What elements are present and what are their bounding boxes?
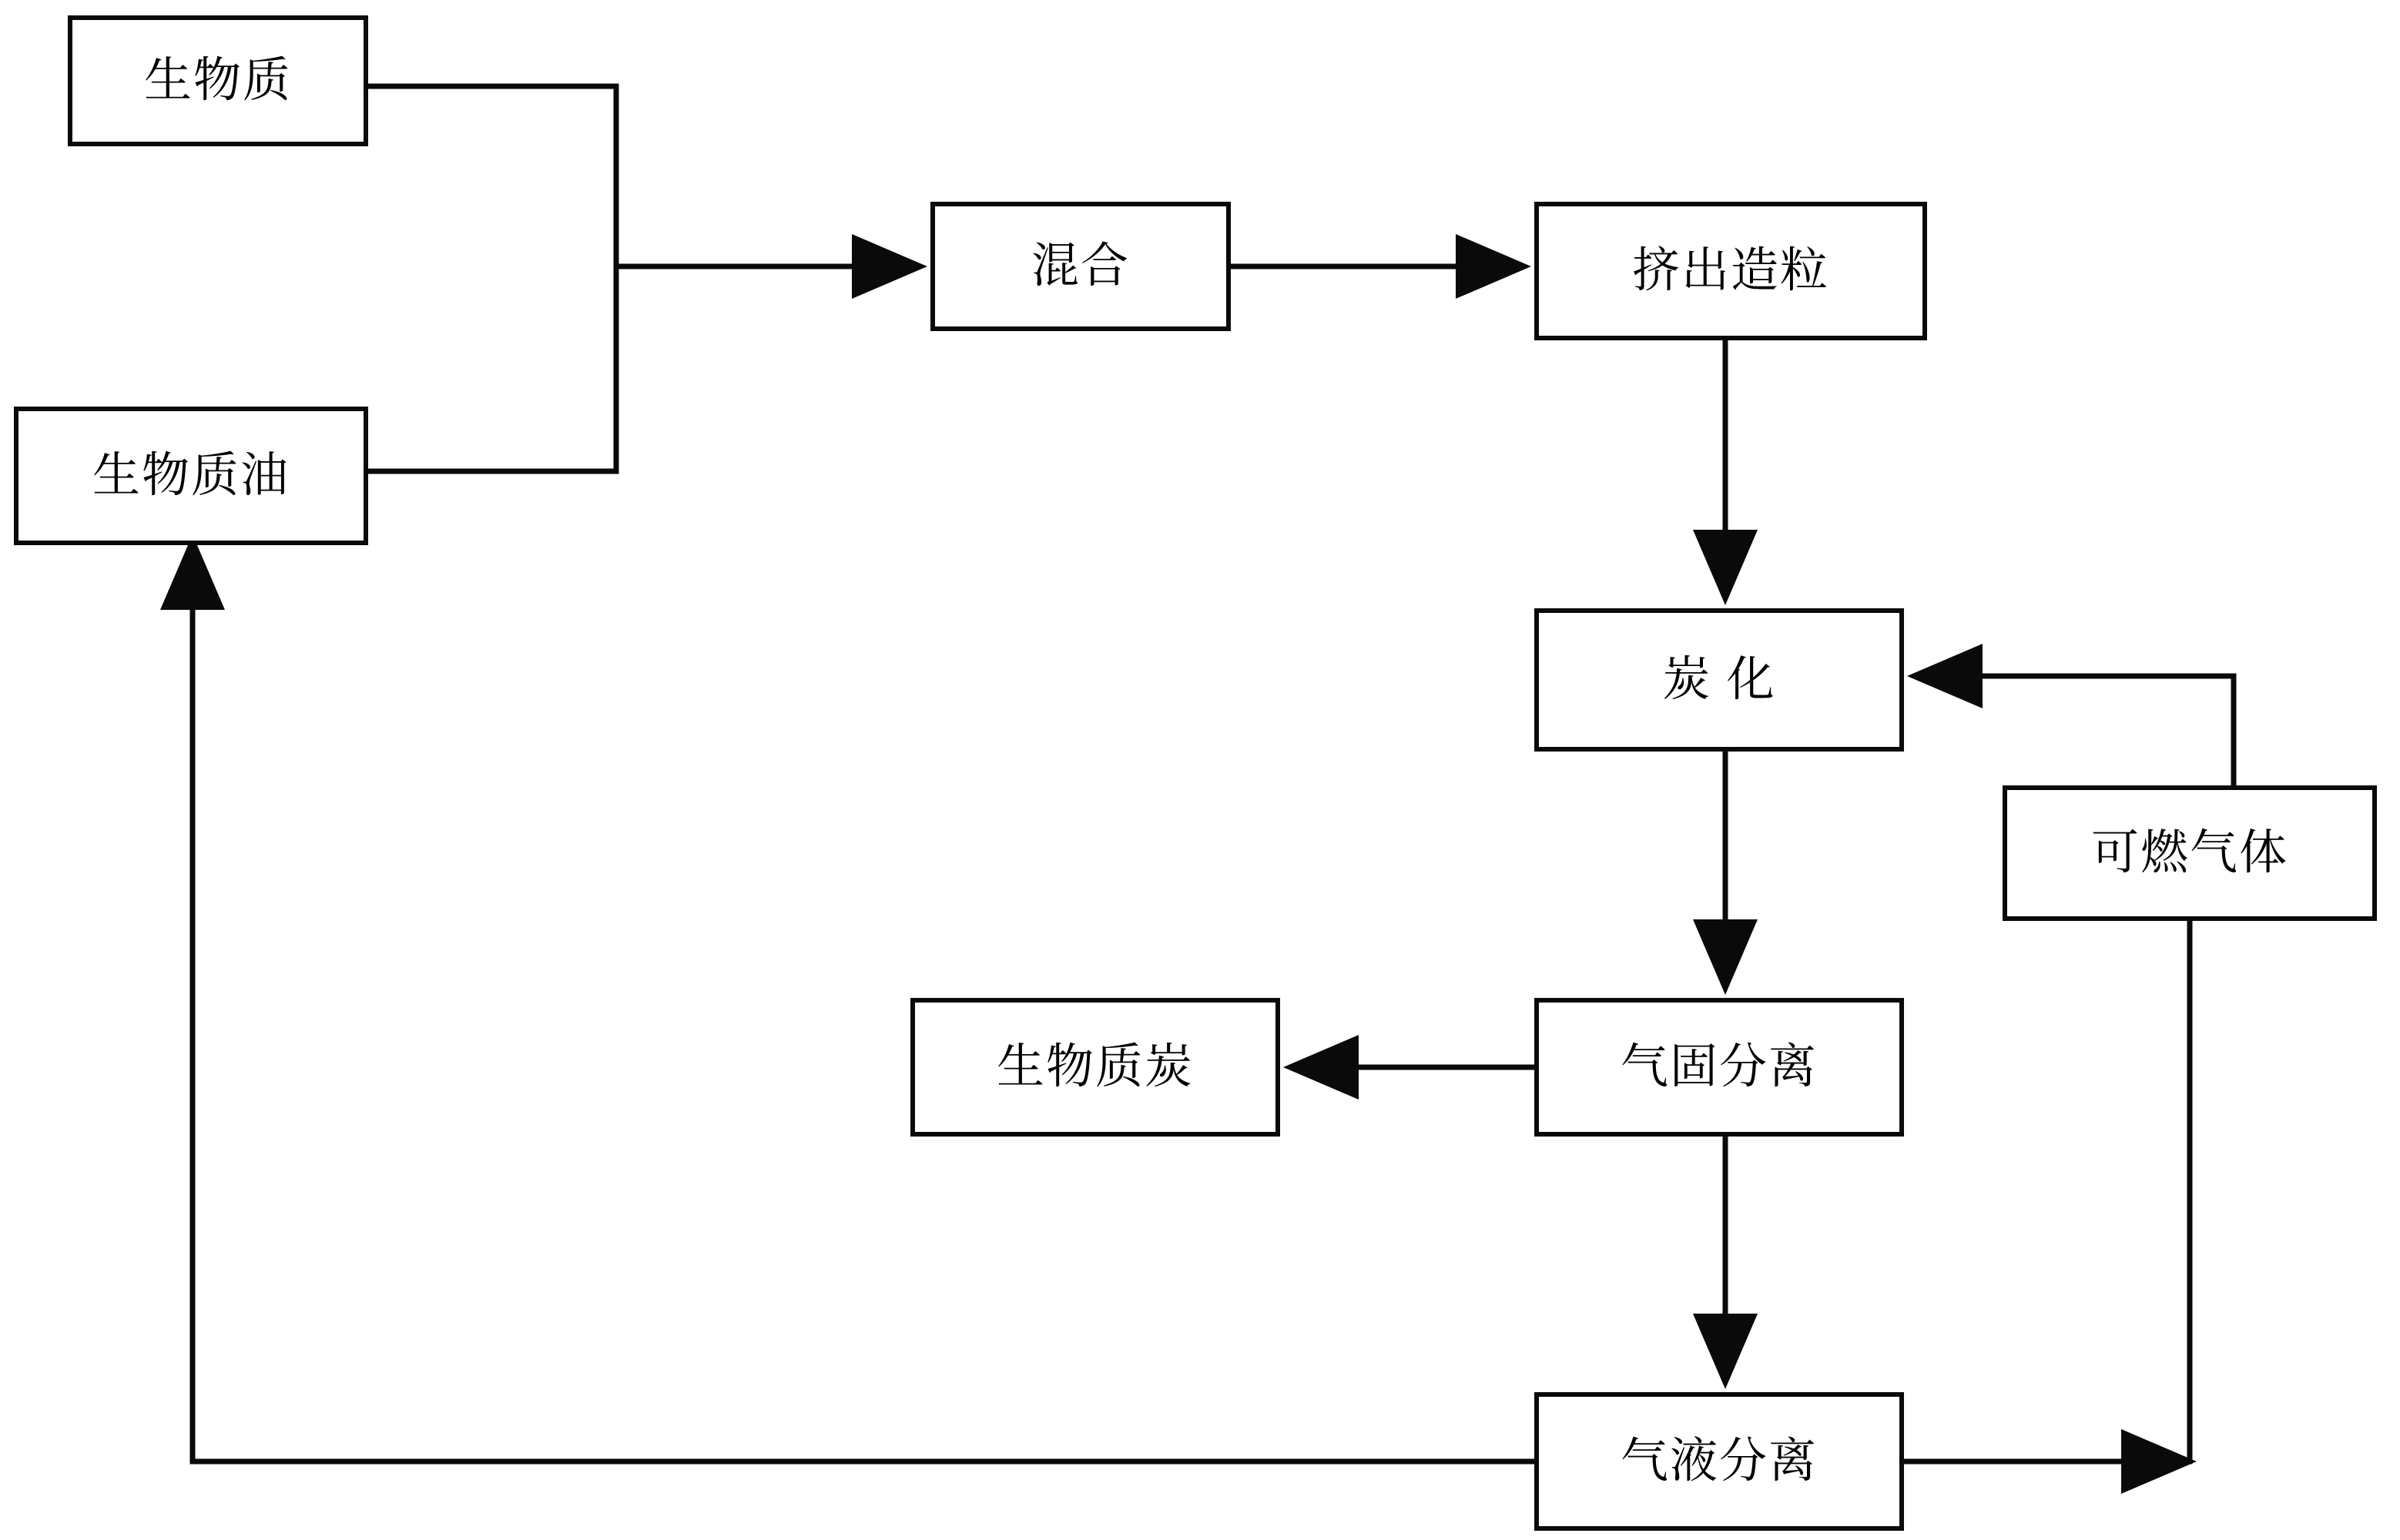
node-mixing[interactable] [930, 202, 1231, 331]
node-biomass-oil[interactable] [14, 407, 368, 545]
edge-gasliquid-to-combustiblegas [1904, 921, 2190, 1461]
node-biochar[interactable] [910, 998, 1280, 1137]
node-extrusion-granulation-label: 挤出造粒 [1631, 244, 1829, 297]
node-mixing-label: 混合 [1031, 239, 1130, 293]
node-gas-liquid-separation[interactable] [1534, 1392, 1904, 1531]
node-biochar-label: 生物质炭 [996, 1040, 1194, 1093]
node-gas-solid-separation-label: 气固分离 [1620, 1040, 1818, 1093]
edge-combustiblegas-to-carbonization [1918, 676, 2234, 785]
node-extrusion-granulation[interactable] [1534, 202, 1927, 340]
node-biomass[interactable] [68, 15, 368, 146]
edge-biomassoil-to-mixing [368, 266, 616, 471]
node-biomass-oil-label: 生物质油 [92, 449, 290, 502]
node-carbonization[interactable] [1534, 608, 1904, 752]
node-gas-solid-separation[interactable] [1534, 998, 1904, 1137]
node-biomass-label: 生物质 [143, 54, 292, 107]
node-combustible-gas[interactable] [2003, 785, 2377, 921]
node-combustible-gas-label: 可燃气体 [2090, 826, 2288, 879]
node-gas-liquid-separation-label: 气液分离 [1620, 1435, 1818, 1488]
node-carbonization-label: 炭 化 [1662, 653, 1776, 706]
edge-biomass-to-mixing [368, 86, 616, 266]
